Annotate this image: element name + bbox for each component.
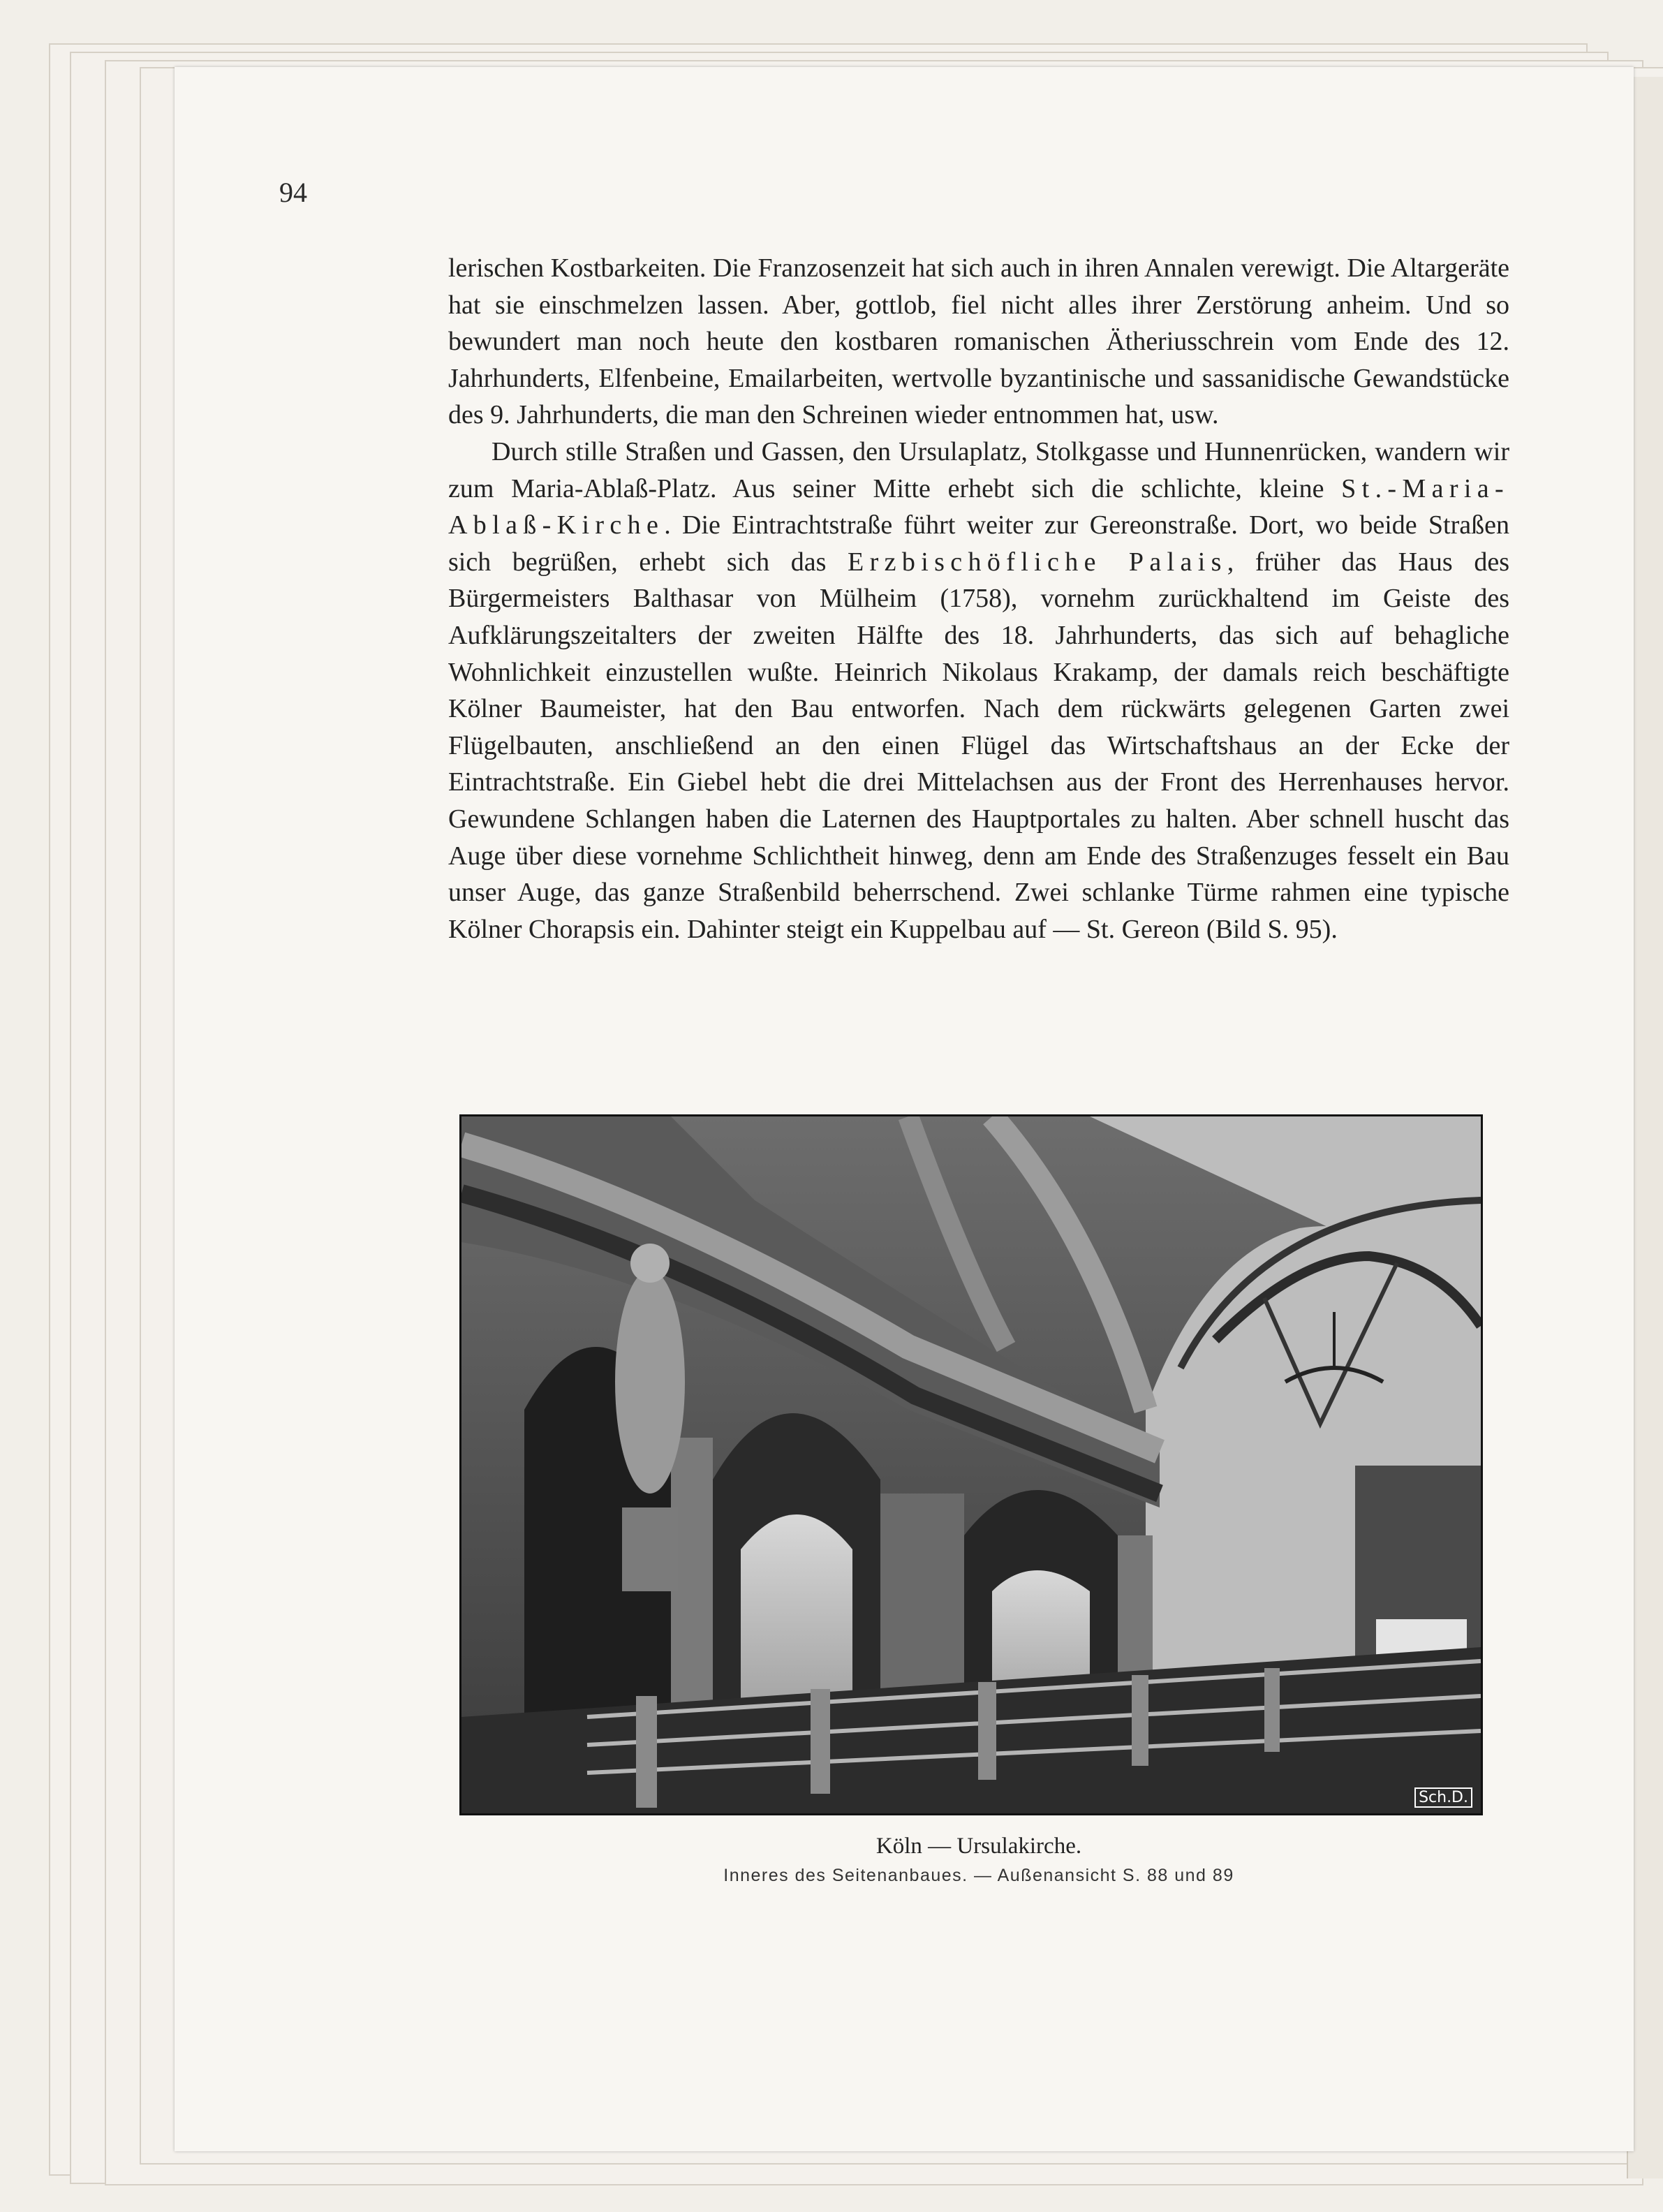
paragraph-2-part-3: , früher das Haus des Bürgermeisters Balthasar von Mülheim (1758), vornehm zurückhaltend im Geiste des Aufklärungszeitalters der zweiten Hälfte des 18. Jahrhunderts, das sich auf behagliche Wohnlichkeit einzustellen wußte. Heinrich Nikolaus Krakamp, der damals reich beschäftigte Kölner Baumeister, hat den Bau entworfen. Nach dem rückwärts gelegenen Garten zwei Flügelbauten, anschließend an den einen Flügel das Wirtschaftshaus an der Ecke der Eintrachtstraße. Ein Giebel hebt die drei Mittelachsen aus der Front des Herrenhauses hervor. Gewundene Schlangen haben die Laternen des Hauptportales zu halten. Aber schnell huscht das Auge über diese vornehme Schlichtheit hinweg, denn am Ende des Straßenzuges fesselt ein Bau unser Auge, das ganze Straßenbild beherrschend. Zwei schlanke Türme rahmen eine typische Kölner Chorapsis ein. Dahinter steigt ein Kuppelbau auf — St. Gereon (Bild S. 95). <box>448 547 1509 944</box>
paragraph-2-part-1: Durch stille Straßen und Gassen, den Ursulaplatz, Stolkgasse und Hunnenrücken, wandern wir zum Maria-Ablaß-Platz. Aus seiner Mitte erhebt sich die schlichte, kleine <box>448 436 1509 503</box>
photo-signature: Sch.D. <box>1414 1787 1472 1808</box>
paragraph-2 <box>448 434 1509 948</box>
church-interior-illustration <box>461 1116 1481 1813</box>
paragraph-2-part-2: . Die Eintrachtstraße führt weiter zur Gereonstraße. Dort, wo beide Straßen sich begrüßen, erhebt sich das <box>448 510 1509 577</box>
figure-caption: Köln — Ursulakirche. <box>875 1834 1082 1859</box>
body-text <box>448 250 1509 948</box>
palais-name-spaced: Erzbischöfliche Palais <box>848 547 1227 577</box>
church-name-spaced: St.-Maria-Ablaß-Kirche <box>448 473 1509 540</box>
figure-subcaption: Inneres des Seitenanbaues. — Außenansicht S. 88 und 89 <box>723 1866 1234 1885</box>
church-interior-photo <box>459 1114 1483 1815</box>
scan-mark <box>81 1774 98 1790</box>
page-number: 94 <box>279 177 307 208</box>
paragraph-1: lerischen Kostbarkeiten. Die Franzosenzeit hat sich auch in ihren Annalen verewigt. Die Altargeräte hat sie einschmelzen lassen. Aber, gottlob, fiel nicht alles ihrer Zerstörung anheim. Und so bewundert man noch heute den kostbaren romanischen Ätheriusschrein vom Ende des 12. Jahrhunderts, Elfenbeine, Emailarbeiten, wertvolle byzantinische und sassanidische Gewandstücke des 9. Jahrhunderts, die man den Schreinen wieder entnommen hat, usw. <box>448 253 1509 430</box>
